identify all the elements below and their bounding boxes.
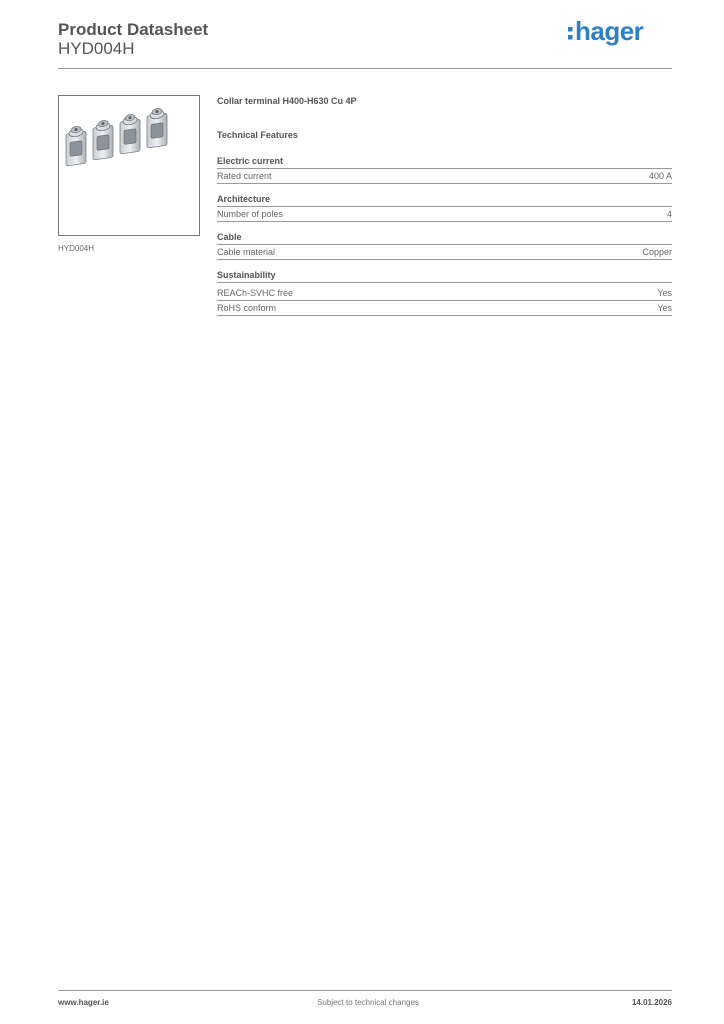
- footer-website: www.hager.ie: [58, 998, 109, 1007]
- collar-terminal: [120, 113, 140, 154]
- product-image: [58, 95, 200, 236]
- feature-value: Copper: [642, 247, 672, 257]
- feature-label: Rated current: [217, 171, 272, 181]
- feature-group-architecture: [217, 193, 672, 222]
- feature-group-sustainability: [217, 269, 672, 316]
- header-divider: [58, 68, 672, 69]
- collar-terminal: [147, 107, 167, 148]
- feature-value: 400 A: [648, 171, 672, 181]
- group-title: Electric current: [217, 155, 672, 169]
- product-code: HYD004H: [58, 39, 135, 58]
- page-title: Product Datasheet: [58, 20, 209, 39]
- image-caption: HYD004H: [58, 244, 95, 253]
- feature-label: REACh-SVHC free: [217, 288, 294, 298]
- group-title: Cable: [217, 231, 672, 245]
- collar-terminals-illustration: [59, 96, 199, 235]
- feature-value: 4: [666, 209, 672, 219]
- footer-date: 14.01.2026: [631, 998, 672, 1007]
- feature-value: Yes: [657, 303, 672, 313]
- product-name: Collar terminal H400-H630 Cu 4P: [217, 96, 357, 106]
- datasheet-content: [217, 95, 672, 325]
- group-title: Architecture: [217, 193, 672, 207]
- collar-terminal: [93, 119, 113, 160]
- hager-logo: [566, 15, 658, 49]
- feature-group-cable: [217, 231, 672, 260]
- feature-row: [217, 286, 672, 301]
- footer-notice: Subject to technical changes: [317, 998, 419, 1007]
- footer-divider: [58, 990, 672, 991]
- feature-row: [217, 207, 672, 222]
- feature-group-electric-current: [217, 155, 672, 184]
- technical-features-heading: Technical Features: [217, 130, 298, 140]
- feature-row: [217, 301, 672, 316]
- group-title: Sustainability: [217, 269, 672, 283]
- feature-label: Cable material: [217, 247, 276, 257]
- hager-logo-mark: [566, 15, 658, 49]
- feature-row: [217, 169, 672, 184]
- collar-terminal: [66, 125, 86, 166]
- feature-label: RoHS conform: [217, 303, 277, 313]
- logo-wordmark: hager: [575, 16, 644, 46]
- feature-row: [217, 245, 672, 260]
- feature-value: Yes: [657, 288, 672, 298]
- feature-label: Number of poles: [217, 209, 284, 219]
